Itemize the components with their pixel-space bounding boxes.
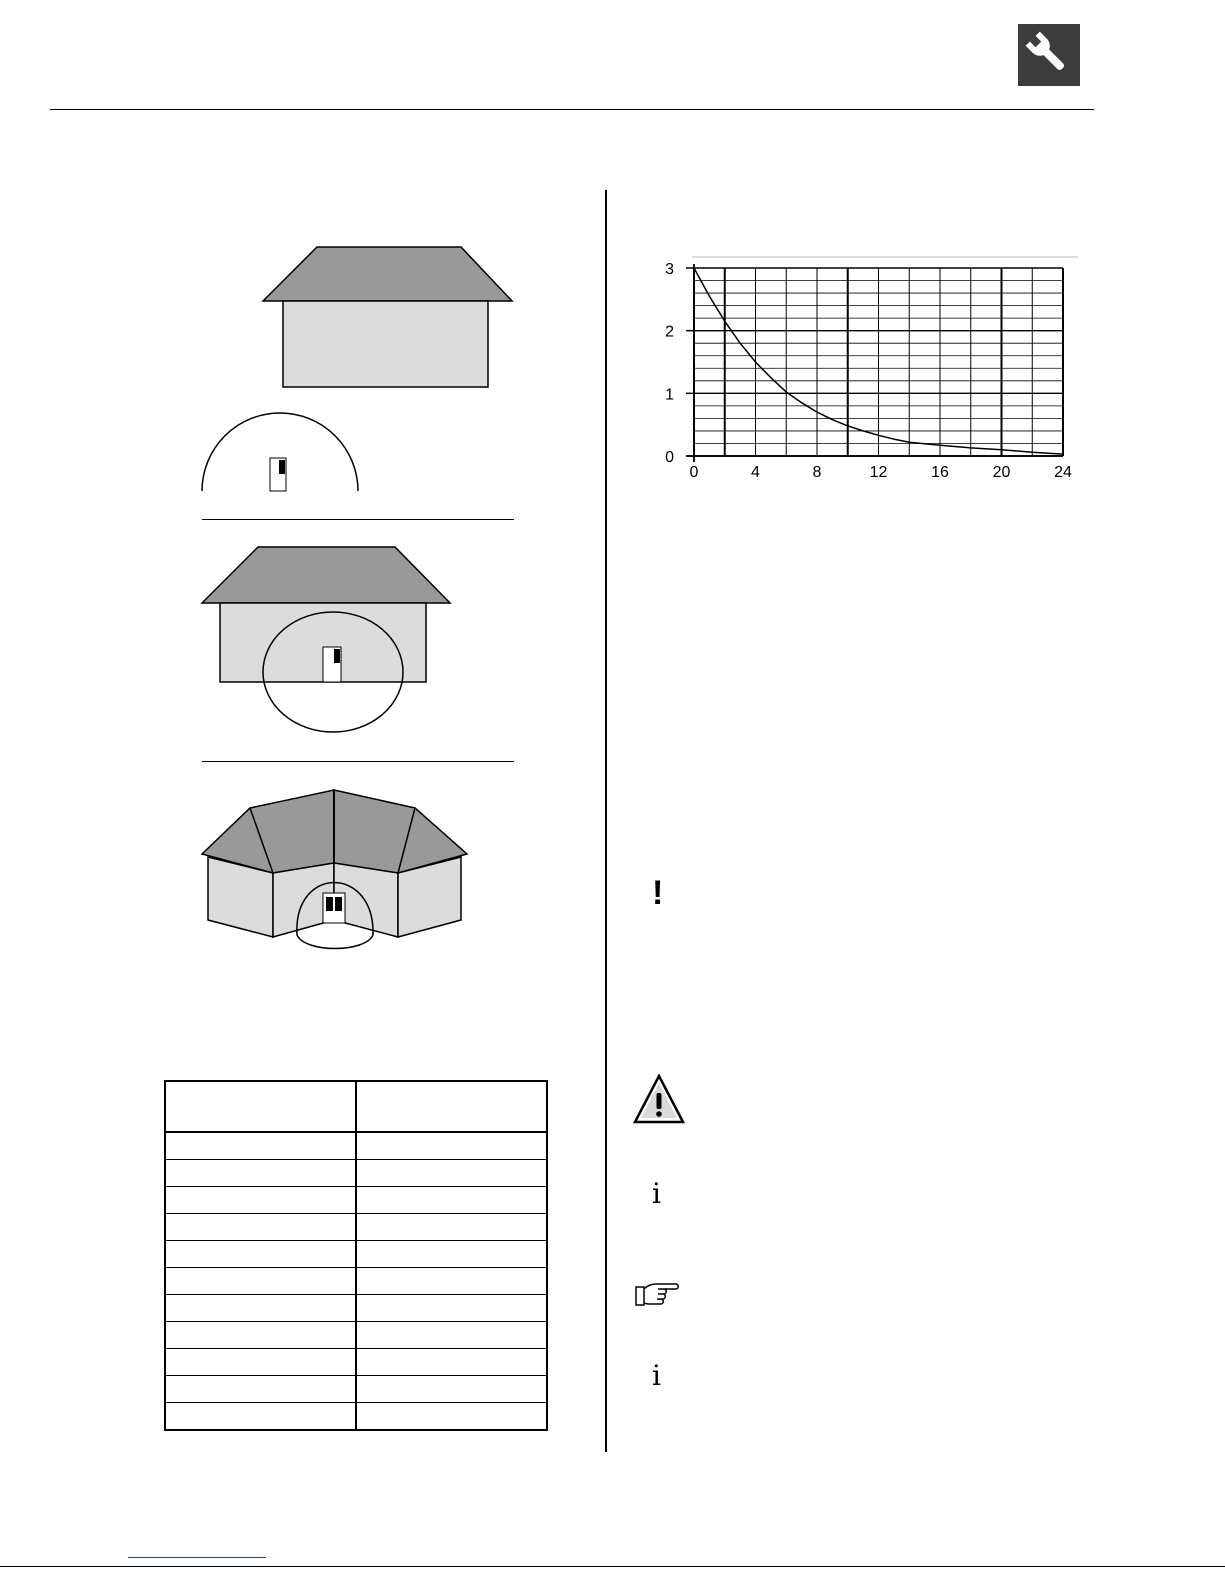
table-cell: [165, 1403, 356, 1431]
data-table: [164, 1080, 548, 1431]
table-cell: [356, 1241, 547, 1268]
house-detector-inside-figure: [195, 540, 525, 745]
table-cell: [165, 1081, 356, 1132]
table-row: [165, 1268, 547, 1295]
section-divider: [202, 761, 514, 762]
warning-triangle-icon: [632, 1073, 686, 1130]
chart-y-tick-label: 3: [665, 261, 674, 278]
table-cell: [356, 1349, 547, 1376]
house-detector-outside-figure: [195, 240, 525, 505]
table-row: [165, 1376, 547, 1403]
decay-chart: [640, 250, 1085, 495]
table-row: [165, 1160, 547, 1187]
table-cell: [356, 1376, 547, 1403]
chart-y-tick-label: 2: [665, 323, 674, 341]
table-row: [165, 1132, 547, 1160]
table-cell: [165, 1241, 356, 1268]
table-cell: [165, 1322, 356, 1349]
table-cell: [165, 1187, 356, 1214]
chart-y-tick-label: 1: [665, 386, 674, 404]
pointing-hand-icon: [634, 1281, 680, 1316]
info-icon: i: [652, 1359, 661, 1392]
column-divider: [605, 190, 607, 1452]
wrench-icon: [1018, 24, 1080, 86]
chart-x-tick-label: 4: [751, 464, 760, 481]
table-row: [165, 1187, 547, 1214]
table-cell: [356, 1214, 547, 1241]
section-divider: [202, 519, 514, 520]
chart-x-tick-label: 12: [869, 464, 888, 481]
table-row: [165, 1241, 547, 1268]
table-cell: [356, 1268, 547, 1295]
table-cell: [165, 1349, 356, 1376]
chart-x-tick-label: 16: [931, 464, 949, 481]
table-cell: [165, 1214, 356, 1241]
table-cell: [165, 1376, 356, 1403]
table-cell: [356, 1295, 547, 1322]
house-corner-detector-figure: [195, 785, 485, 965]
table-header-row: [165, 1081, 547, 1132]
table-cell: [356, 1160, 547, 1187]
info-icon: i: [652, 1177, 661, 1210]
table-cell: [165, 1268, 356, 1295]
footer-link-underline[interactable]: [128, 1557, 266, 1558]
table-cell: [165, 1295, 356, 1322]
table-cell: [165, 1160, 356, 1187]
table-cell: [356, 1081, 547, 1132]
table-row: [165, 1403, 547, 1431]
table-cell: [356, 1322, 547, 1349]
table-row: [165, 1214, 547, 1241]
chart-x-tick-label: 20: [992, 464, 1011, 481]
chart-x-tick-label: 0: [689, 464, 699, 481]
footer-rule: [0, 1566, 1225, 1567]
exclamation-icon: !: [652, 874, 664, 912]
tool-badge: [1018, 24, 1080, 86]
table-cell: [356, 1132, 547, 1160]
table-cell: [165, 1132, 356, 1160]
chart-y-tick-label: 0: [665, 449, 674, 466]
table-cell: [356, 1403, 547, 1431]
chart-x-tick-label: 24: [1054, 464, 1072, 481]
chart-x-tick-label: 8: [812, 464, 822, 481]
table-row: [165, 1349, 547, 1376]
chart-svg: [640, 250, 1085, 490]
header-rule: [50, 109, 1094, 110]
table-row: [165, 1322, 547, 1349]
table-row: [165, 1295, 547, 1322]
table-cell: [356, 1187, 547, 1214]
